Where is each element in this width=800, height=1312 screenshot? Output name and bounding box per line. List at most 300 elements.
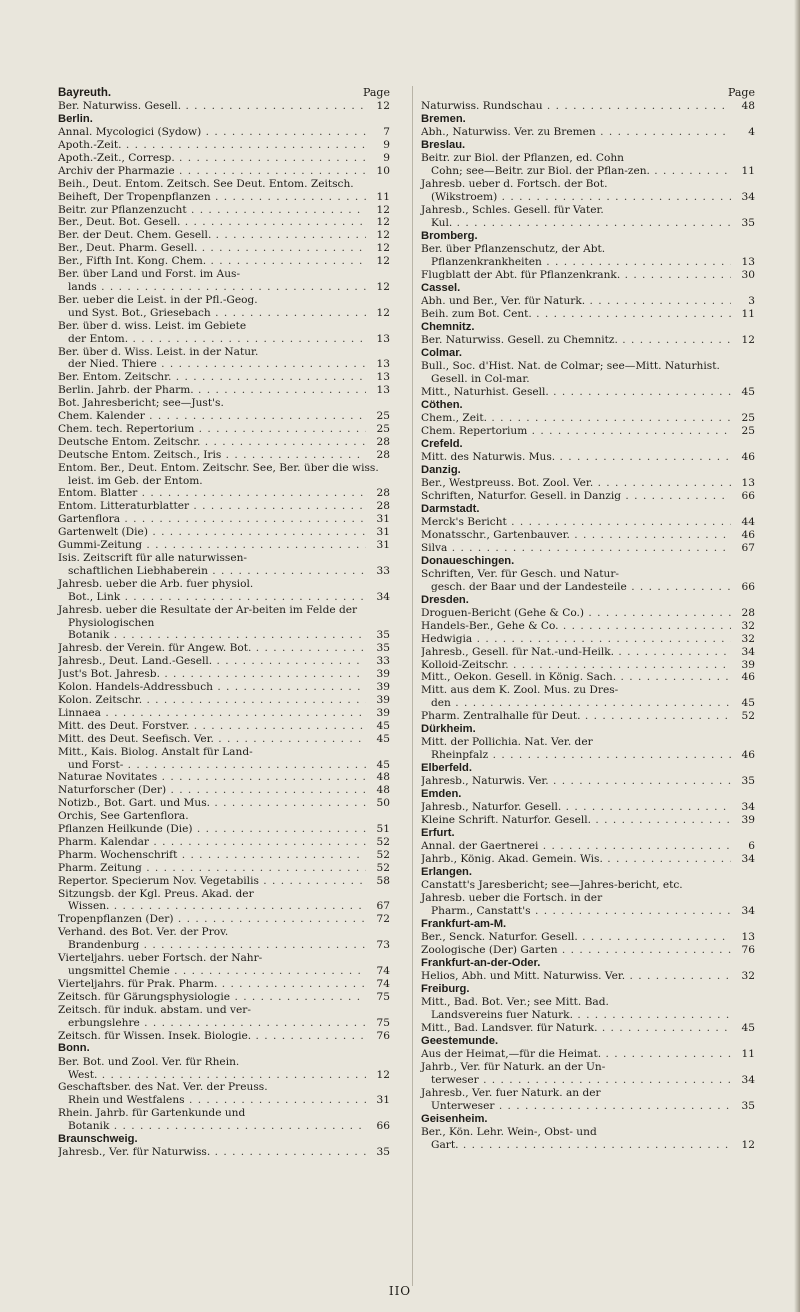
entry-title-first-line: Geschaftsber. des Nat. Ver. der Preuss.	[58, 1081, 268, 1094]
entry-title-first-line: Mitt., Kais. Biolog. Anstalt für Land-	[58, 745, 253, 758]
entry-title: Mitt., Bad. Landsver. für Naturk. . . .	[421, 1022, 731, 1035]
entry-title: Tropenpflanzen (Der) . . .	[58, 913, 366, 926]
index-entry	[421, 425, 755, 438]
index-entry	[58, 191, 390, 204]
index-entry	[58, 694, 390, 707]
city-heading: Frankfurt-an-der-Oder.	[421, 957, 541, 970]
index-entry	[421, 1061, 755, 1087]
entry-title: Ber. Entom. Zeitschr. . . .	[58, 371, 366, 384]
entry-title: Chem. Kalender . . .	[58, 410, 366, 423]
entry-page-number: 66	[376, 1120, 390, 1133]
entry-continuation	[421, 697, 755, 710]
entry-title: Hedwigia . . .	[421, 633, 731, 646]
entry-continuation	[421, 749, 755, 762]
index-entry: Bull., Soc. d'Hist. Nat. de Colmar; see—Mitt. Naturhist. Gesell. in Col-mar.	[421, 359, 720, 385]
entry-title: Apoth.-Zeit., Corresp. . . .	[58, 152, 366, 165]
index-entry	[421, 620, 755, 633]
entry-title-continuation: gesch. der Baar und der Landesteile . . .	[431, 581, 731, 594]
index-entry	[58, 733, 390, 746]
entry-title-continuation: Wissen. . . .	[68, 900, 366, 913]
entry-page-number: 12	[741, 1139, 755, 1152]
index-entry	[421, 490, 755, 503]
entry-title: Handels-Ber., Gehe & Co. . . .	[421, 620, 731, 633]
entry-page-number: 28	[376, 487, 390, 500]
index-entry	[58, 487, 390, 500]
entry-title: Schriften, Naturfor. Gesell. in Danzig . . .	[421, 490, 731, 503]
entry-title: Ber. der Deut. Chem. Gesell. . . .	[58, 229, 366, 242]
entry-page-number: 31	[376, 1094, 390, 1107]
entry-page-number: 28	[376, 500, 390, 513]
right-column-header	[421, 86, 755, 100]
entry-page-number: 9	[383, 139, 390, 152]
entry-title: Chem., Zeit. . . .	[421, 412, 731, 425]
entry-page-number: 12	[376, 255, 390, 268]
entry-title-continuation: Unterweser . . .	[431, 1100, 731, 1113]
city-heading: Colmar.	[421, 346, 463, 359]
index-entry	[58, 655, 390, 668]
entry-title: Gartenflora . . .	[58, 513, 366, 526]
index-entry	[421, 1126, 755, 1152]
entry-title: Mitt. des Deut. Forstver. . . .	[58, 720, 366, 733]
entry-page-number: 13	[376, 358, 390, 371]
index-entry: Bot. Jahresbericht; see—Just's.	[58, 397, 224, 410]
entry-page-number: 12	[376, 280, 390, 293]
left-column	[58, 86, 390, 1159]
entry-title-first-line: Rhein. Jahrb. für Gartenkunde und	[58, 1107, 246, 1120]
index-entry	[58, 771, 390, 784]
entry-page-number: 48	[376, 771, 390, 784]
city-heading: Bremen.	[421, 112, 466, 125]
entry-page-number: 45	[741, 697, 755, 710]
index-entry	[58, 978, 390, 991]
entry-title: Kolloid-Zeitschr. . . .	[421, 659, 731, 672]
index-entry	[58, 552, 390, 578]
entry-title: Ber. Naturwiss. Gesell. . . .	[58, 100, 366, 113]
index-entry	[58, 449, 390, 462]
entry-title-continuation: Botanik . . .	[68, 1120, 366, 1133]
entry-title: Vierteljahrs. für Prak. Pharm. . . .	[58, 978, 366, 991]
city-heading: Dresden.	[421, 593, 469, 606]
entry-title-first-line: Isis. Zeitscrift für alle naturwissen-	[58, 552, 248, 565]
entry-title: Zeitsch. für Gärungsphysiologie . . .	[58, 991, 366, 1004]
entry-title-first-line: Ber. über Pflanzenschutz, der Abt.	[421, 242, 606, 255]
entry-title-first-line: Jahresb., Schles. Gesell. für Vater.	[421, 203, 604, 216]
entry-page-number: 45	[376, 732, 390, 745]
index-entry	[421, 970, 755, 983]
entry-page-number: 66	[741, 489, 755, 502]
index-entry	[58, 888, 390, 914]
index-entry	[58, 862, 390, 875]
index-entry	[421, 607, 755, 620]
entry-page-number: 33	[376, 564, 390, 577]
entry-title-first-line: Ber. ueber die Leist. in der Pfl.-Geog.	[58, 293, 258, 306]
entry-title: Droguen-Bericht (Gehe & Co.) . . .	[421, 607, 731, 620]
entry-title-first-line: Ber. über d. Wiss. Leist. in der Natur.	[58, 345, 259, 358]
city-heading: Bonn.	[58, 1042, 90, 1055]
index-entry: Canstatt's Jaresbericht; see—Jahres-bericht, etc.	[421, 879, 683, 892]
entry-title: Just's Bot. Jahresb. . . .	[58, 668, 366, 681]
entry-title-first-line: Vierteljahrs. ueber Fortsch. der Nahr-	[58, 952, 263, 965]
entry-page-number: 11	[741, 307, 755, 320]
entry-page-number: 11	[741, 1048, 755, 1061]
entry-page-number: 75	[376, 1016, 390, 1029]
index-entry	[58, 126, 390, 139]
entry-title: Ber., Westpreuss. Bot. Zool. Ver. . . .	[421, 477, 731, 490]
city-heading: Chemnitz.	[421, 320, 475, 333]
entry-page-number: 34	[741, 853, 755, 866]
index-entry	[58, 836, 390, 849]
city-heading: Darmstadt.	[421, 502, 480, 515]
index-entry	[421, 996, 755, 1022]
entry-page-number: 13	[741, 931, 755, 944]
entry-page-number: 75	[376, 990, 390, 1003]
entry-title: Mitt., Oekon. Gesell. in König. Sach. . . .	[421, 671, 731, 684]
index-entry	[58, 1056, 390, 1082]
index-entry	[58, 681, 390, 694]
entry-title: Kleine Schrift. Naturfor. Gesell. . . .	[421, 814, 731, 827]
index-entry	[58, 1030, 390, 1043]
entry-continuation	[421, 1100, 755, 1113]
entry-title: Kolon. Handels-Addressbuch . . .	[58, 681, 366, 694]
index-entry	[421, 633, 755, 646]
entry-page-number: 74	[376, 965, 390, 978]
right-column	[412, 86, 755, 1286]
city-heading: Braunschweig.	[58, 1133, 138, 1146]
index-entry	[58, 139, 390, 152]
city-heading: Bromberg.	[421, 229, 478, 242]
entry-page-number: 34	[376, 590, 390, 603]
entry-page-number: 30	[741, 268, 755, 281]
index-entry	[421, 1022, 755, 1035]
entry-page-number: 25	[741, 411, 755, 424]
entry-page-number: 9	[383, 151, 390, 164]
entry-title: Pharm. Wochenschrift . . .	[58, 849, 366, 862]
entry-title: Zeitsch. für Wissen. Insek. Biologie. . . .	[58, 1030, 366, 1043]
entry-page-number: 52	[741, 710, 755, 723]
entry-title: Annal. der Gaertnerei . . .	[421, 840, 731, 853]
entry-title: Jahresb. der Verein. für Angew. Bot. . . .	[58, 642, 366, 655]
entry-continuation	[58, 333, 390, 346]
entry-page-number: 35	[376, 1146, 390, 1159]
entry-page-number: 35	[376, 629, 390, 642]
index-entry	[421, 671, 755, 684]
index-entry	[58, 371, 390, 384]
entry-title-first-line: Ber. über Land und Forst. im Aus-	[58, 268, 241, 281]
entry-title: Monatsschr., Gartenbauver. . . .	[421, 529, 731, 542]
index-entry	[421, 710, 755, 723]
entry-page-number: 13	[376, 332, 390, 345]
city-heading: Crefeld.	[421, 437, 463, 450]
entry-title-continuation: erbungslehre . . .	[68, 1017, 366, 1030]
index-entry	[58, 797, 390, 810]
index-entry	[421, 269, 755, 282]
entry-title-continuation: Rhein und Westfalens . . .	[68, 1094, 366, 1107]
index-entry	[421, 334, 755, 347]
entry-title: Pharm. Zeitung . . .	[58, 862, 366, 875]
index-entry	[58, 346, 390, 372]
entry-continuation	[421, 1009, 755, 1022]
entry-title-first-line: Jahresb. ueber die Resultate der Ar-beiten im Felde der Physiologischen	[58, 603, 358, 629]
entry-page-number: 13	[741, 476, 755, 489]
index-entry	[421, 243, 755, 269]
entry-page-number: 74	[376, 977, 390, 990]
entry-page-number: 13	[376, 384, 390, 397]
entry-title-first-line: Schriften, Ver. für Gesch. und Natur-	[421, 567, 619, 580]
entry-title: Kolon. Zeitschr. . . .	[58, 694, 366, 707]
entry-title-first-line: Jahresb. ueber die Arb. fuer physiol.	[58, 577, 254, 590]
index-entry	[421, 542, 755, 555]
entry-title: Ber., Deut. Pharm. Gesell. . . .	[58, 242, 366, 255]
index-entry	[421, 1087, 755, 1113]
entry-continuation	[58, 759, 390, 772]
entry-title: Silva . . .	[421, 542, 731, 555]
city-heading: Cöthen.	[421, 398, 463, 411]
city-heading: Erlangen.	[421, 866, 472, 879]
city-heading: Geisenheim.	[421, 1112, 488, 1125]
index-entry	[421, 684, 755, 710]
city-heading: Erfurt.	[421, 827, 455, 840]
entry-page-number: 12	[376, 229, 390, 242]
index-entry	[58, 1146, 390, 1159]
entry-title-first-line: Ber. Bot. und Zool. Ver. für Rhein.	[58, 1055, 240, 1068]
entry-continuation	[58, 1094, 390, 1107]
index-entry	[58, 204, 390, 217]
entry-page-number: 39	[741, 658, 755, 671]
entry-title-first-line: Ber., Kön. Lehr. Wein-, Obst- und	[421, 1126, 597, 1139]
index-entry	[58, 1107, 390, 1133]
city-heading: Danzig.	[421, 463, 461, 476]
entry-title: Beih. zum Bot. Cent. . . .	[421, 308, 731, 321]
entry-page-number: 72	[376, 913, 390, 926]
entry-title-continuation: der Nied. Thiere . . .	[68, 358, 366, 371]
entry-continuation	[58, 1017, 390, 1030]
index-entry	[58, 668, 390, 681]
entry-title-first-line: Zeitsch. für induk. abstam. und ver-	[58, 1003, 251, 1016]
entry-page-number: 12	[376, 242, 390, 255]
entry-title: Ber., Deut. Bot. Gesell. . . .	[58, 216, 366, 229]
entry-title: Berlin. Jahrb. der Pharm. . . .	[58, 384, 366, 397]
entry-title: Ber., Fifth Int. Kong. Chem. . . .	[58, 255, 366, 268]
entry-title-continuation: (Wikstroem) . . .	[431, 191, 731, 204]
index-entry	[58, 268, 390, 294]
city-heading: Emden.	[421, 788, 462, 801]
city-heading: Cassel.	[421, 281, 461, 294]
index-entry	[58, 500, 390, 513]
entry-title: Naturae Novitates . . .	[58, 771, 366, 784]
index-entry: Orchis, See Gartenflora.	[58, 810, 189, 823]
entry-page-number: 52	[376, 848, 390, 861]
page-edge-shadow	[794, 0, 800, 1312]
entry-page-number: 76	[376, 1029, 390, 1042]
entry-page-number: 12	[376, 203, 390, 216]
entry-continuation	[421, 191, 755, 204]
entry-page-number: 39	[376, 681, 390, 694]
index-entry	[421, 516, 755, 529]
entry-continuation	[58, 358, 390, 371]
entry-page-number: 4	[748, 126, 755, 139]
entry-title: Repertor. Specierum Nov. Vegetabilis . . .	[58, 875, 366, 888]
entry-page-number: 12	[376, 100, 390, 112]
entry-title-continuation: Kul. . . .	[431, 217, 731, 230]
entry-title: Zoologische (Der) Garten . . .	[421, 944, 731, 957]
entry-title: Pharm. Kalendar . . .	[58, 836, 366, 849]
entry-title-continuation: Pharm., Canstatt's . . .	[431, 905, 731, 918]
entry-page-number: 45	[741, 1022, 755, 1035]
entry-page-number: 11	[741, 165, 755, 178]
index-entry	[421, 853, 755, 866]
entry-continuation	[421, 165, 755, 178]
entry-title: Gummi-Zeitung . . .	[58, 539, 366, 552]
entry-title: Abh. und Ber., Ver. für Naturk. . . .	[421, 295, 731, 308]
city-heading: Breslau.	[421, 139, 466, 152]
entry-title: Notizb., Bot. Gart. und Mus. . . .	[58, 797, 366, 810]
entry-page-number: 13	[376, 371, 390, 384]
index-entry	[421, 308, 755, 321]
entry-page-number: 39	[741, 814, 755, 827]
entry-title: Jahresb., Gesell. für Nat.-und-Heilk. . . .	[421, 646, 731, 659]
entry-continuation	[58, 591, 390, 604]
entry-title-first-line: Mitt., Bad. Bot. Ver.; see Mitt. Bad.	[421, 996, 609, 1009]
city-heading: Freiburg.	[421, 983, 470, 996]
index-entry	[421, 659, 755, 672]
entry-page-number: 76	[741, 944, 755, 957]
entry-page-number: 67	[376, 900, 390, 913]
entry-page-number: 66	[741, 580, 755, 593]
entry-page-number: 32	[741, 619, 755, 632]
entry-page-number: 46	[741, 671, 755, 684]
entry-page-number: 45	[376, 719, 390, 732]
index-entry	[58, 436, 390, 449]
index-entry	[421, 152, 755, 178]
entry-title: Aus der Heimat,—für die Heimat. . . .	[421, 1048, 731, 1061]
entry-title: Pflanzen Heilkunde (Die) . . .	[58, 823, 366, 836]
index-entry	[421, 1048, 755, 1061]
entry-continuation	[421, 256, 755, 269]
entry-title: Gartenwelt (Die) . . .	[58, 526, 366, 539]
entry-page-number: 31	[376, 513, 390, 526]
city-heading: Frankfurt-am-M.	[421, 918, 507, 931]
entry-page-number: 28	[741, 606, 755, 619]
index-entry	[58, 849, 390, 862]
index-entry	[58, 410, 390, 423]
entry-page-number: 25	[376, 422, 390, 435]
entry-page-number: 34	[741, 905, 755, 918]
entry-title: Deutsche Entom. Zeitsch., Iris . . .	[58, 449, 366, 462]
index-entry	[421, 386, 755, 399]
entry-title: Deutsche Entom. Zeitschr. . . .	[58, 436, 366, 449]
entry-title: Flugblatt der Abt. für Pflanzenkrank. . . .	[421, 269, 731, 282]
entry-page-number: 34	[741, 190, 755, 203]
entry-title-first-line: Jahrb., Ver. für Naturk. an der Un-	[421, 1061, 606, 1074]
index-entry	[421, 568, 755, 594]
index-entry	[58, 1081, 390, 1107]
entry-continuation	[58, 307, 390, 320]
entry-title: Chem. Repertorium . . .	[421, 425, 731, 438]
index-entry	[421, 412, 755, 425]
entry-title-continuation: den . . .	[431, 697, 731, 710]
index-entry	[58, 526, 390, 539]
entry-page-number: 48	[376, 784, 390, 797]
entry-title-continuation: Brandenburg . . .	[68, 939, 366, 952]
entry-title: Jahresb., Naturfor. Gesell. . . .	[421, 801, 731, 814]
entry-title-continuation: Landsvereins fuer Naturk. . . .	[431, 1009, 731, 1022]
index-entry	[421, 775, 755, 788]
index-entry	[58, 952, 390, 978]
entry-page-number: 73	[376, 939, 390, 952]
entry-title-continuation: und Forst- . . .	[68, 759, 366, 772]
entry-page-number: 35	[741, 775, 755, 788]
entry-page-number: 51	[376, 823, 390, 836]
index-entry	[58, 604, 390, 643]
entry-page-number: 67	[741, 541, 755, 554]
entry-title: Archiv der Pharmazie . . .	[58, 165, 366, 178]
entry-title: Jahresb., Naturwis. Ver. . . .	[421, 775, 731, 788]
entry-title-first-line: Sitzungsb. der Kgl. Preus. Akad. der	[58, 887, 254, 900]
entry-page-number: 11	[376, 190, 390, 203]
index-entry	[58, 720, 390, 733]
entry-title: Pharm. Zentralhalle für Deut. . . .	[421, 710, 731, 723]
index-entry	[58, 216, 390, 229]
city-heading: Donaueschingen.	[421, 554, 515, 567]
city-heading: Elberfeld.	[421, 762, 472, 775]
entry-page-number: 34	[741, 1074, 755, 1087]
entry-title: Apoth.-Zeit. . . .	[58, 139, 366, 152]
entry-page-number: 25	[741, 424, 755, 437]
entry-title: Entom. Litteraturblatter . . .	[58, 500, 366, 513]
entry-title-first-line: Ber. über d. wiss. Leist. im Gebiete	[58, 319, 247, 332]
index-entry	[421, 814, 755, 827]
entry-title-first-line: Mitt. aus dem K. Zool. Mus. zu Dres-	[421, 684, 619, 697]
first-city-heading: Bayreuth.	[58, 87, 112, 99]
entry-continuation	[58, 939, 390, 952]
entry-continuation	[58, 900, 390, 913]
entry-page-number: 3	[748, 294, 755, 307]
entry-title-continuation: der Entom. . . .	[68, 333, 366, 346]
entry-title: Beitr. zur Pflanzenzucht . . .	[58, 204, 366, 217]
entry-page-number: 28	[376, 448, 390, 461]
index-entry	[58, 578, 390, 604]
entry-page-number: 28	[376, 435, 390, 448]
index-entry	[421, 295, 755, 308]
entry-page-number: 34	[741, 645, 755, 658]
entry-page-number: 45	[741, 385, 755, 398]
entry-title: Beiheft, Der Tropenpflanzen . . .	[58, 191, 366, 204]
entry-title-continuation: Pflanzenkrankheiten . . .	[431, 256, 731, 269]
entry-page-number: 39	[376, 668, 390, 681]
page-column-label: Page	[362, 86, 390, 99]
entry-title: Jahresb., Ver. für Naturwiss. . . .	[58, 1146, 366, 1159]
entry-title: Mitt., Naturhist. Gesell. . . .	[421, 386, 731, 399]
entry-title-first-line: Mitt. der Pollichia. Nat. Ver. der	[421, 736, 593, 749]
entry-title-continuation: Botanik . . .	[68, 629, 366, 642]
index-entry	[58, 165, 390, 178]
entry-page-number: 52	[376, 861, 390, 874]
index-entry	[58, 875, 390, 888]
index-entry: Entom. Ber., Deut. Entom. Zeitschr. See, Ber. über die wiss. leist. im Geb. der Entom.	[58, 461, 379, 487]
index-entry	[421, 801, 755, 814]
index-entry	[58, 100, 390, 113]
entry-page-number: 34	[741, 801, 755, 814]
entry-title-continuation: terweser . . .	[431, 1074, 731, 1087]
entry-page-number: 12	[376, 1068, 390, 1081]
entry-page-number: 50	[376, 797, 390, 810]
index-entry	[58, 539, 390, 552]
entry-title-continuation: West. . . .	[68, 1069, 366, 1082]
entry-page-number: 31	[376, 539, 390, 552]
entry-title-first-line: Jahresb., Ver. fuer Naturk. an der	[421, 1087, 601, 1100]
entry-title-first-line: Verhand. des Bot. Ver. der Prov.	[58, 926, 229, 939]
entry-page-number: 45	[376, 758, 390, 771]
